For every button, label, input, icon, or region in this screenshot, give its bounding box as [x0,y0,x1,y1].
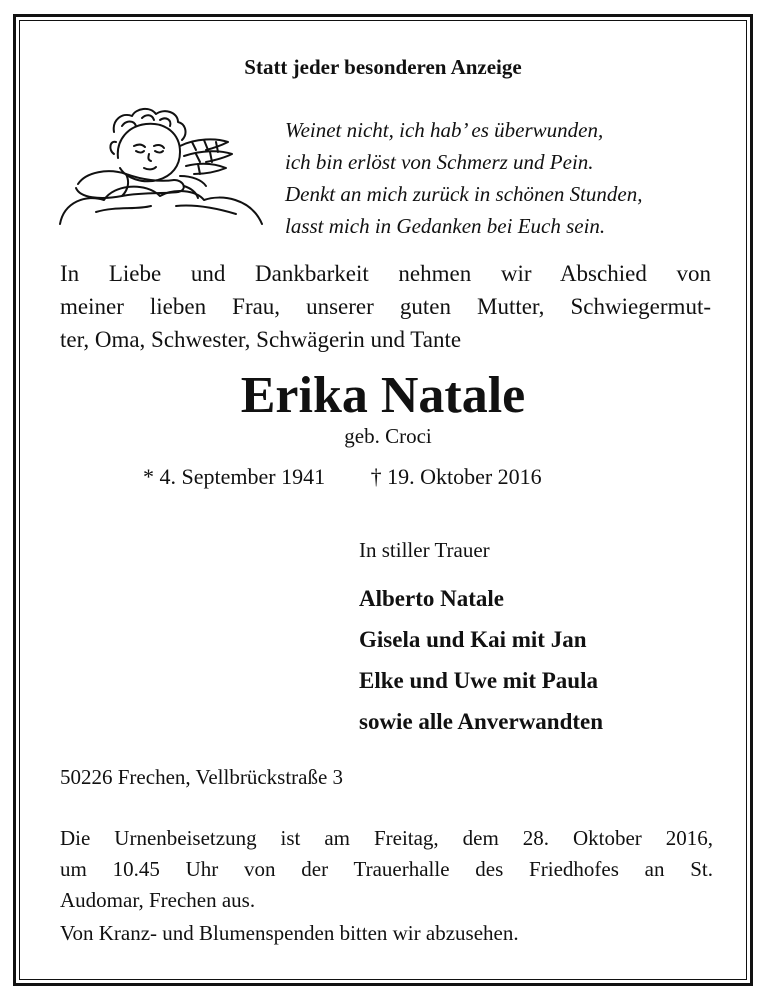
flower-request: Von Kranz- und Blumenspenden bitten wir abzusehen. [60,921,519,945]
funeral-line: Die Urnenbeisetzung ist am Freitag, dem 28. Oktober 2016, [60,826,713,850]
mourning-intro: In stiller Trauer [359,538,490,562]
mourner-name: sowie alle Anverwandten [359,709,604,734]
death-date: † 19. Oktober 2016 [370,464,542,489]
deceased-name: Erika Natale [240,367,526,424]
funeral-info [60,823,713,916]
birth-date: * 4. September 1941 [143,464,326,489]
life-dates [143,464,542,490]
poem-line: lasst mich in Gedanken bei Euch sein. [285,214,606,238]
notice-header: Statt jeder besonderen Anzeige [244,55,522,79]
poem-line: ich bin erlöst von Schmerz und Pein. [285,150,594,174]
poem-line: Weinet nicht, ich hab’ es überwunden, [285,118,604,142]
mourner-name: Gisela und Kai mit Jan [359,627,587,652]
funeral-line: um 10.45 Uhr von der Trauerhalle des Friedhofes an St. [60,857,713,881]
funeral-line: Audomar, Frechen aus. [60,888,256,912]
poem-line: Denkt an mich zurück in schönen Stunden, [285,182,643,206]
address: 50226 Frechen, Vellbrückstraße 3 [60,765,344,789]
mourner-name: Alberto Natale [359,586,504,611]
intro-text [60,257,711,356]
angel-illustration [56,102,268,227]
maiden-name: geb. Croci [344,424,432,448]
mourners-list [359,578,603,742]
mourner-name: Elke und Uwe mit Paula [359,668,598,693]
intro-line: In Liebe und Dankbarkeit nehmen wir Abschied von [60,261,711,286]
intro-line: meiner lieben Frau, unserer guten Mutter, Schwiegermut- [60,294,711,319]
poem [285,114,643,242]
intro-line: ter, Oma, Schwester, Schwägerin und Tante [60,327,462,352]
